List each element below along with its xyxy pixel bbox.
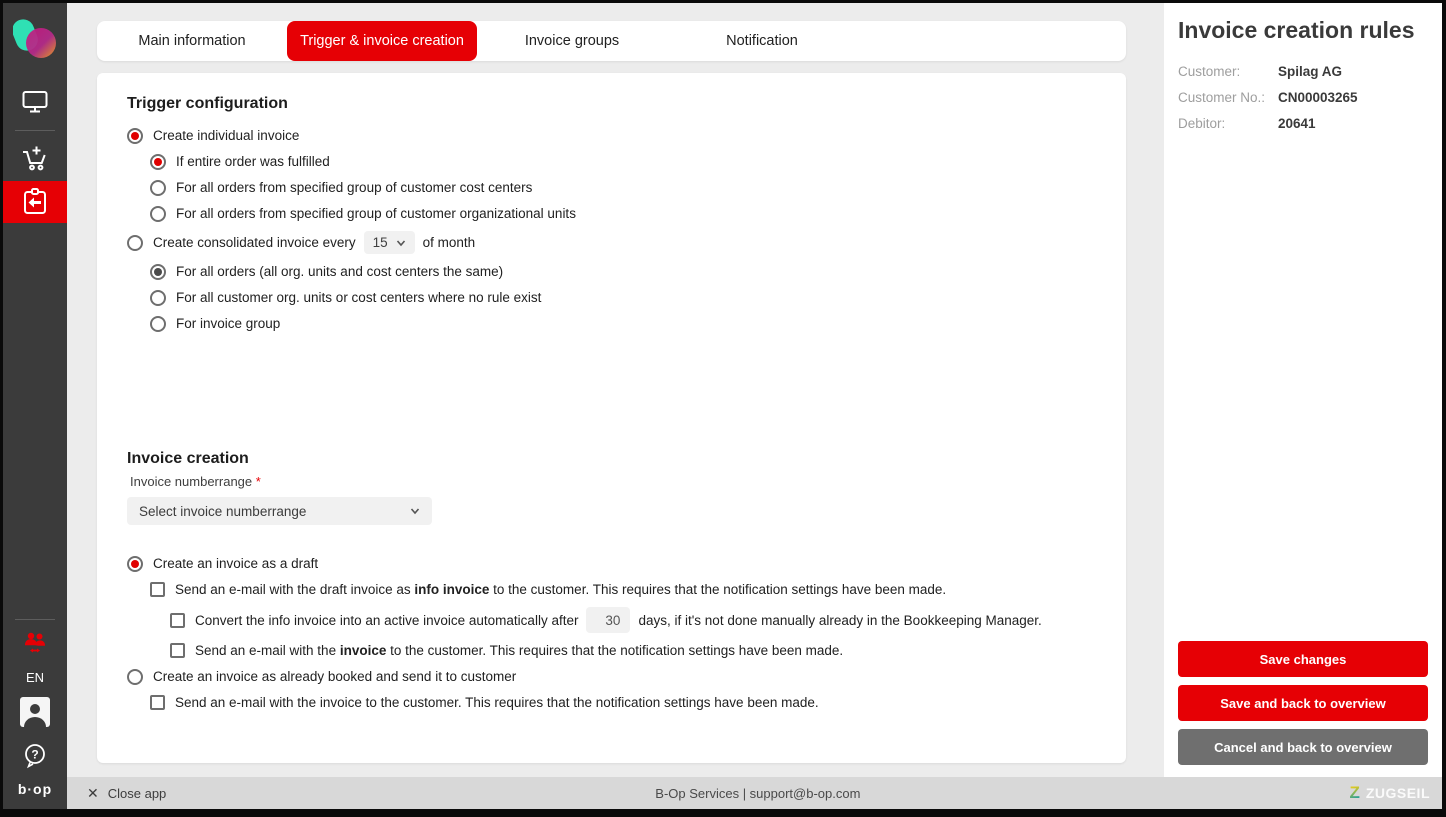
checkbox-send-invoice-email[interactable] bbox=[170, 643, 185, 658]
radio-label[interactable]: Create individual invoice bbox=[153, 128, 300, 143]
radio-label[interactable]: Create an invoice as already booked and send it to customer bbox=[153, 669, 517, 684]
radio-row-entire-order[interactable] bbox=[150, 153, 1096, 170]
chevron-down-icon bbox=[396, 238, 406, 248]
bop-logo: b·op bbox=[17, 781, 53, 797]
radio-label[interactable]: If entire order was fulfilled bbox=[176, 154, 330, 169]
radio-label[interactable]: For invoice group bbox=[176, 316, 281, 331]
radio-entire-order-fulfilled[interactable] bbox=[150, 154, 166, 170]
summary-row-debitor bbox=[1178, 116, 1428, 131]
consolidated-day-value: 15 bbox=[372, 235, 388, 250]
user-switch-icon bbox=[22, 632, 48, 654]
sidebar-divider bbox=[15, 619, 55, 620]
radio-label[interactable]: For all customer org. units or cost centers where no rule exist bbox=[176, 290, 542, 305]
tab-bar bbox=[97, 21, 1126, 61]
zugseil-logo bbox=[1349, 783, 1430, 803]
label-text-bold: invoice bbox=[339, 643, 387, 658]
close-app-button[interactable] bbox=[87, 785, 166, 802]
radio-row-invoice-group[interactable] bbox=[150, 315, 1096, 332]
radio-label-suffix: of month bbox=[422, 235, 476, 250]
field-label: Debitor: bbox=[1178, 116, 1226, 131]
zugseil-wordmark: ZUGSEIL bbox=[1365, 785, 1430, 801]
field-value: 20641 bbox=[1278, 116, 1316, 131]
label-text: days, if it's not done manually already in the Bookkeeping Manager. bbox=[638, 612, 1042, 628]
zugseil-z-icon: Z bbox=[1349, 783, 1360, 802]
radio-row-create-draft[interactable] bbox=[127, 555, 1096, 572]
tab-trigger-invoice-creation[interactable]: Trigger & invoice creation bbox=[287, 21, 477, 61]
label-text-bold: info invoice bbox=[414, 582, 490, 597]
required-asterisk: * bbox=[255, 474, 261, 489]
cart-plus-icon bbox=[21, 145, 49, 173]
radio-label[interactable]: For all orders from specified group of customer cost centers bbox=[176, 180, 533, 195]
support-text: B-Op Services | support@b-op.com bbox=[655, 785, 861, 801]
invoice-numberrange-select[interactable] bbox=[127, 497, 432, 525]
radio-create-individual[interactable] bbox=[127, 128, 143, 144]
radio-label[interactable]: For all orders (all org. units and cost centers the same) bbox=[176, 264, 504, 279]
details-panel bbox=[1164, 3, 1442, 777]
tab-notification[interactable]: Notification bbox=[726, 33, 798, 49]
tab-invoice-groups[interactable]: Invoice groups bbox=[524, 33, 620, 49]
radio-row-no-rule-exist[interactable] bbox=[150, 289, 1096, 306]
radio-no-rule-exist[interactable] bbox=[150, 290, 166, 306]
radio-group-cost-centers[interactable] bbox=[150, 180, 166, 196]
radio-row-all-orders-same[interactable] bbox=[150, 263, 1096, 280]
checkbox-label[interactable] bbox=[195, 607, 1042, 633]
user-avatar-icon bbox=[23, 701, 47, 727]
chevron-down-icon bbox=[410, 506, 420, 516]
sidebar-item-switch-user[interactable] bbox=[3, 626, 67, 660]
numberrange-label-text: Invoice numberrange bbox=[130, 474, 253, 489]
monitor-icon bbox=[22, 90, 48, 114]
radio-row-cost-centers[interactable] bbox=[150, 179, 1096, 196]
sidebar-item-invoice-rules[interactable] bbox=[3, 181, 67, 223]
save-changes-button[interactable]: Save changes bbox=[1178, 641, 1428, 677]
label-text: to the customer. This requires that the notification settings have been made. bbox=[386, 643, 844, 658]
radio-create-consolidated[interactable] bbox=[127, 235, 143, 251]
invoice-creation-heading: Invoice creation bbox=[127, 450, 249, 467]
numberrange-label bbox=[130, 474, 1096, 489]
label-text: to the customer. This requires that the notification settings have been made. bbox=[489, 582, 947, 597]
radio-for-invoice-group[interactable] bbox=[150, 316, 166, 332]
page-title: Invoice creation rules bbox=[1178, 17, 1415, 43]
field-value: CN00003265 bbox=[1278, 90, 1358, 105]
panel-button-stack bbox=[1178, 633, 1428, 765]
close-app-label: Close app bbox=[107, 785, 167, 801]
radio-label[interactable]: For all orders from specified group of customer organizational units bbox=[176, 206, 576, 221]
field-label: Customer: bbox=[1178, 64, 1241, 79]
save-and-back-button[interactable]: Save and back to overview bbox=[1178, 685, 1428, 721]
radio-label[interactable]: Create an invoice as a draft bbox=[153, 556, 319, 571]
radio-create-booked[interactable] bbox=[127, 669, 143, 685]
radio-row-create-individual[interactable] bbox=[127, 127, 1096, 144]
sidebar bbox=[3, 3, 67, 809]
app-logo-icon bbox=[13, 15, 57, 66]
label-text: Convert the info invoice into an active invoice automatically after bbox=[195, 612, 579, 628]
radio-group-org-units[interactable] bbox=[150, 206, 166, 222]
checkbox-label[interactable] bbox=[195, 643, 843, 658]
close-icon: ✕ bbox=[87, 784, 99, 801]
radio-row-org-units[interactable] bbox=[150, 205, 1096, 222]
field-label: Customer No.: bbox=[1178, 90, 1266, 105]
sidebar-divider bbox=[15, 130, 55, 131]
convert-days-input[interactable] bbox=[586, 607, 630, 633]
radio-all-orders-same[interactable] bbox=[150, 264, 166, 280]
summary-row-customer bbox=[1178, 64, 1428, 79]
radio-create-draft[interactable] bbox=[127, 556, 143, 572]
checkbox-label[interactable] bbox=[175, 582, 946, 597]
checkbox-send-draft-email[interactable] bbox=[150, 582, 165, 597]
checkbox-row-convert-auto[interactable] bbox=[170, 607, 1096, 633]
sidebar-item-dashboard[interactable] bbox=[3, 80, 67, 124]
sidebar-item-orders[interactable] bbox=[3, 137, 67, 181]
clipboard-back-icon bbox=[21, 187, 49, 217]
radio-label[interactable]: Create consolidated invoice every bbox=[153, 235, 356, 250]
consolidated-day-select[interactable] bbox=[364, 231, 415, 254]
language-switcher[interactable]: EN bbox=[25, 670, 45, 685]
footer-bar bbox=[67, 777, 1442, 809]
summary-row-customer-no bbox=[1178, 90, 1428, 105]
field-value: Spilag AG bbox=[1278, 64, 1343, 79]
checkbox-label[interactable]: Send an e-mail with the invoice to the customer. This requires that the notification settings have been made. bbox=[175, 695, 819, 710]
trigger-configuration-heading: Trigger configuration bbox=[127, 95, 288, 112]
radio-row-create-consolidated[interactable] bbox=[127, 231, 1096, 254]
checkbox-send-booked-email[interactable] bbox=[150, 695, 165, 710]
checkbox-convert-auto[interactable] bbox=[170, 613, 185, 628]
content-card bbox=[97, 73, 1126, 763]
checkbox-row-draft-email[interactable] bbox=[150, 581, 1096, 598]
checkbox-row-invoice-email[interactable] bbox=[170, 642, 1096, 659]
sidebar-item-help[interactable] bbox=[3, 741, 67, 771]
main-area bbox=[67, 3, 1164, 777]
numberrange-placeholder: Select invoice numberrange bbox=[139, 503, 307, 519]
cancel-and-back-button[interactable]: Cancel and back to overview bbox=[1178, 729, 1428, 765]
radio-row-create-booked[interactable] bbox=[127, 668, 1096, 685]
checkbox-row-booked-email[interactable] bbox=[150, 694, 1096, 711]
customer-summary bbox=[1178, 64, 1428, 131]
label-text: Send an e-mail with the bbox=[195, 643, 340, 658]
avatar[interactable] bbox=[20, 697, 50, 727]
label-text: Send an e-mail with the draft invoice as bbox=[175, 582, 415, 597]
tab-main-information[interactable]: Main information bbox=[138, 33, 246, 49]
svg-text:?: ? bbox=[31, 747, 39, 762]
help-icon bbox=[23, 743, 47, 769]
